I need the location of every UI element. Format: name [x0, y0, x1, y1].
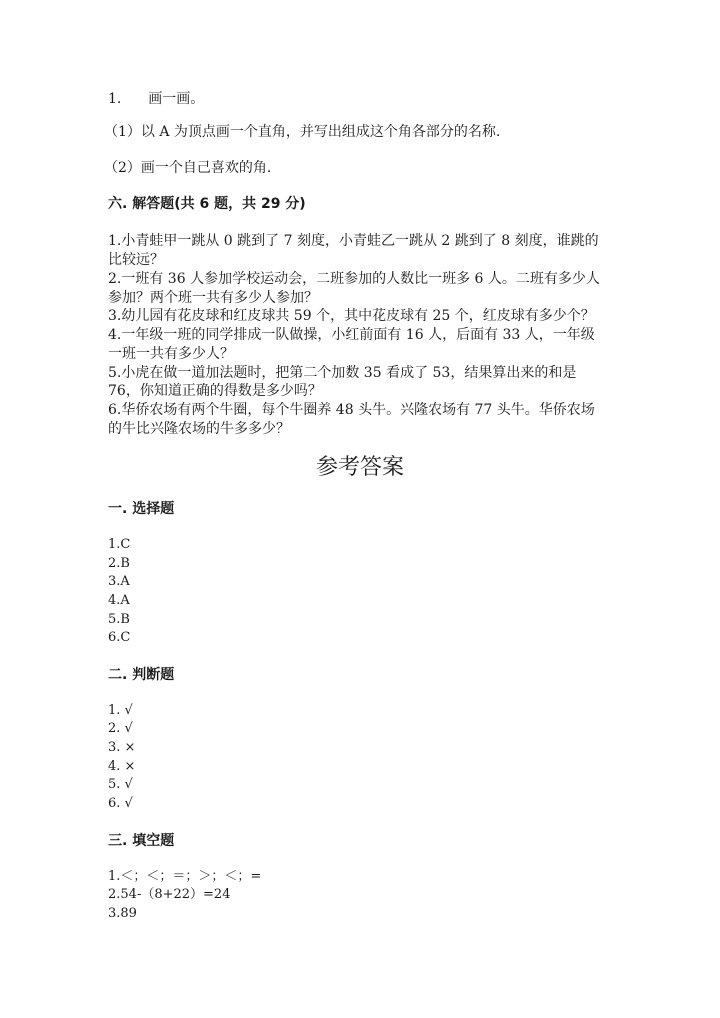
choice-answer: 6.C: [108, 630, 131, 645]
problem-line: 6.华侨农场有两个牛圈，每个牛圈养 48 头牛。兴隆农场有 77 头牛。华侨农场: [108, 402, 595, 418]
draw-item-1: （1）以 A 为顶点画一个直角，并写出组成这个角各部分的名称.: [104, 124, 501, 140]
problem-line: 4.一年级一班的同学排成一队做操，小红前面有 16 人，后面有 33 人，一年级: [108, 327, 595, 343]
fill-heading: 三. 填空题: [108, 833, 175, 849]
judge-answer: 1. √: [108, 703, 133, 718]
problem-line: 76，你知道正确的得数是多少吗？: [108, 383, 322, 399]
judge-heading: 二. 判断题: [108, 667, 175, 683]
choice-answer: 4.A: [108, 593, 130, 608]
section6-heading: 六. 解答题(共 6 题，共 29 分): [108, 196, 306, 212]
judge-answer: 4. ×: [108, 759, 136, 774]
draw-item-2: （2）画一个自己喜欢的角.: [104, 160, 272, 176]
choice-answer: 2.B: [108, 556, 130, 571]
problem-line: 3.幼儿园有花皮球和红皮球共 59 个，其中花皮球有 25 个，红皮球有多少个？: [108, 308, 595, 324]
problem-line: 1.小青蛙甲一跳从 0 跳到了 7 刻度，小青蛙乙一跳从 2 跳到了 8 刻度，谁跳的: [108, 233, 599, 249]
draw-section-title: [108, 89, 204, 109]
judge-answer: 5. √: [108, 777, 133, 792]
problem-line: 5.小虎在做一道加法题时，把第二个加数 35 看成了 53，结果算出来的和是: [108, 365, 577, 381]
problem-line: 参加？两个班一共有多少人参加？: [108, 290, 318, 306]
problem-line: 的牛比兴隆农场的牛多多少？: [108, 421, 290, 437]
choice-answer: 1.C: [108, 537, 131, 552]
problem-line: 比较远？: [108, 252, 164, 268]
choice-heading: 一. 选择题: [108, 501, 175, 517]
judge-answer: 2. √: [108, 721, 133, 736]
choice-answer: 3.A: [108, 574, 130, 589]
fill-answer: 3.89: [108, 906, 137, 921]
problem-line: 一班一共有多少人？: [108, 346, 234, 362]
judge-answer: 6. √: [108, 796, 133, 811]
problem-line: 2.一班有 36 人参加学校运动会，二班参加的人数比一班多 6 人。二班有多少人: [108, 271, 600, 287]
draw-section-text: 画一画。: [148, 91, 205, 107]
fill-answer: 2.54-（8+22）=24: [108, 887, 231, 902]
choice-answer: 5.B: [108, 612, 130, 627]
fill-answer: 1.＜；＜；＝；＞；＜；=: [108, 869, 262, 884]
answer-key-title: 参考答案: [315, 455, 404, 480]
draw-section-number: 1.: [108, 91, 122, 107]
judge-answer: 3. ×: [108, 740, 136, 755]
